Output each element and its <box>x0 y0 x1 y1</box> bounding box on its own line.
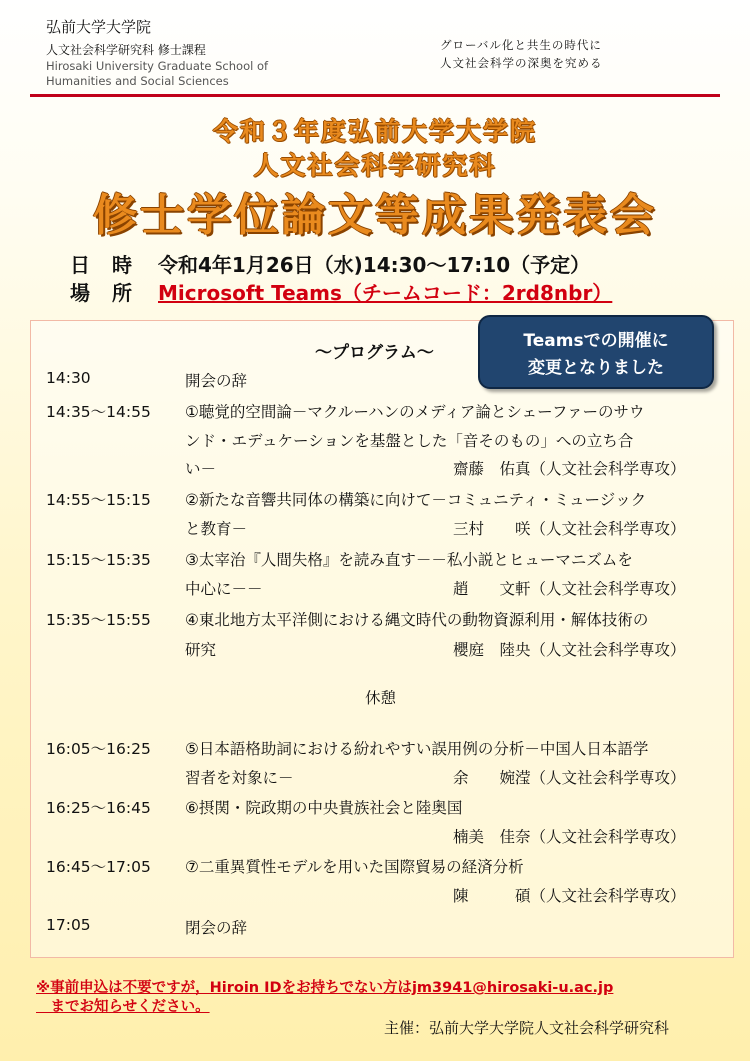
callout-line1: Teamsでの開催に <box>523 331 669 351</box>
header-divider <box>30 94 720 97</box>
talk-title-line: ④東北地方太平洋側における縄文時代の動物資源利用・解体技術の <box>185 611 649 629</box>
opening-time: 14:30 <box>46 369 91 387</box>
break-label: 休憩 <box>365 689 397 707</box>
talk-presenter: 櫻庭 陸央（人文社会科学専攻） <box>453 641 686 659</box>
talk-time: 15:15～15:35 <box>46 551 151 569</box>
title-line2: 人文社会科学研究科 <box>253 151 497 180</box>
talk-title-line: 中心に－－ <box>185 580 263 598</box>
talk-title-line: と教育－ <box>185 520 248 538</box>
callout-line2: 変更となりました <box>528 358 664 378</box>
talk-title-line: ②新たな音響共同体の構築に向けて－コミュニティ・ミュージック <box>185 491 647 509</box>
talk-title-line: ⑥摂関・院政期の中央貴族社会と陸奥国 <box>185 799 463 817</box>
date-label: 日時 <box>70 253 154 277</box>
institution-name: 弘前大学大学院 <box>46 18 152 36</box>
change-notice-callout <box>478 315 714 389</box>
tagline-line2: 人文社会科学の深奥を究める <box>440 56 603 70</box>
english-name-line1: Hirosaki University Graduate School of <box>46 59 269 73</box>
department-name: 人文社会科学研究科 修士課程 <box>46 43 206 57</box>
talk-title-line: 習者を対象に－ <box>185 769 294 787</box>
talk-time: 15:35～15:55 <box>46 611 151 629</box>
organizer: 主催：弘前大学大学院人文社会科学研究科 <box>384 1019 670 1037</box>
talk-time: 16:45～17:05 <box>46 858 151 876</box>
talk-title-line: ①聴覚的空間論－マクルーハンのメディア論とシェーファーのサウ <box>185 403 645 421</box>
venue-label: 場所 <box>70 281 154 305</box>
talk-presenter: 陳 碩（人文社会科学専攻） <box>453 887 686 905</box>
main-title: 修士学位論文等成果発表会 <box>93 190 657 241</box>
talk-time: 16:05～16:25 <box>46 740 151 758</box>
talk-title-line: ⑤日本語格助詞における紛れやすい誤用例の分析－中国人日本語学 <box>185 740 649 758</box>
talk-presenter: 趙 文軒（人文社会科学専攻） <box>453 580 686 598</box>
english-name-line2: Humanities and Social Sciences <box>46 74 229 88</box>
talk-time: 16:25～16:45 <box>46 799 151 817</box>
date-value: 令和4年1月26日（水)14:30～17:10（予定） <box>158 253 591 277</box>
talk-title-line: 研究 <box>185 641 217 659</box>
closing-time: 17:05 <box>46 916 91 934</box>
tagline-line1: グローバル化と共生の時代に <box>440 38 602 52</box>
venue-value: Microsoft Teams（チームコード：2rd8nbr） <box>158 281 613 305</box>
talk-title-line: ⑦二重異質性モデルを用いた国際貿易の経済分析 <box>185 858 524 876</box>
talk-presenter: 楠美 佳奈（人文社会科学専攻） <box>453 828 686 846</box>
talk-time: 14:55～15:15 <box>46 491 151 509</box>
talk-time: 14:35～14:55 <box>46 403 151 421</box>
title-line1: 令和３年度弘前大学大学院 <box>212 117 537 146</box>
registration-notice-line1: ※事前申込は不要ですが，Hiroin IDをお持ちでない方はjm3941@hirosaki-u.ac.jp <box>36 980 614 996</box>
talk-presenter: 三村 咲（人文社会科学専攻） <box>453 520 686 538</box>
registration-notice-line2: までお知らせください。 <box>36 999 210 1015</box>
program-title: ～プログラム～ <box>315 343 434 363</box>
closing-label: 閉会の辞 <box>185 919 248 937</box>
talk-presenter: 余 婉滢（人文社会科学専攻） <box>453 769 686 787</box>
talk-presenter: 齋藤 佑真（人文社会科学専攻） <box>453 460 686 478</box>
opening-label: 開会の辞 <box>185 372 248 390</box>
talk-title-line: ③太宰治『人間失格』を読み直す－－私小説とヒューマニズムを <box>185 551 633 569</box>
talk-title-line: ンド・エデュケーションを基盤とした「音そのもの」への立ち合 <box>185 432 634 450</box>
talk-title-line: い－ <box>185 460 217 478</box>
